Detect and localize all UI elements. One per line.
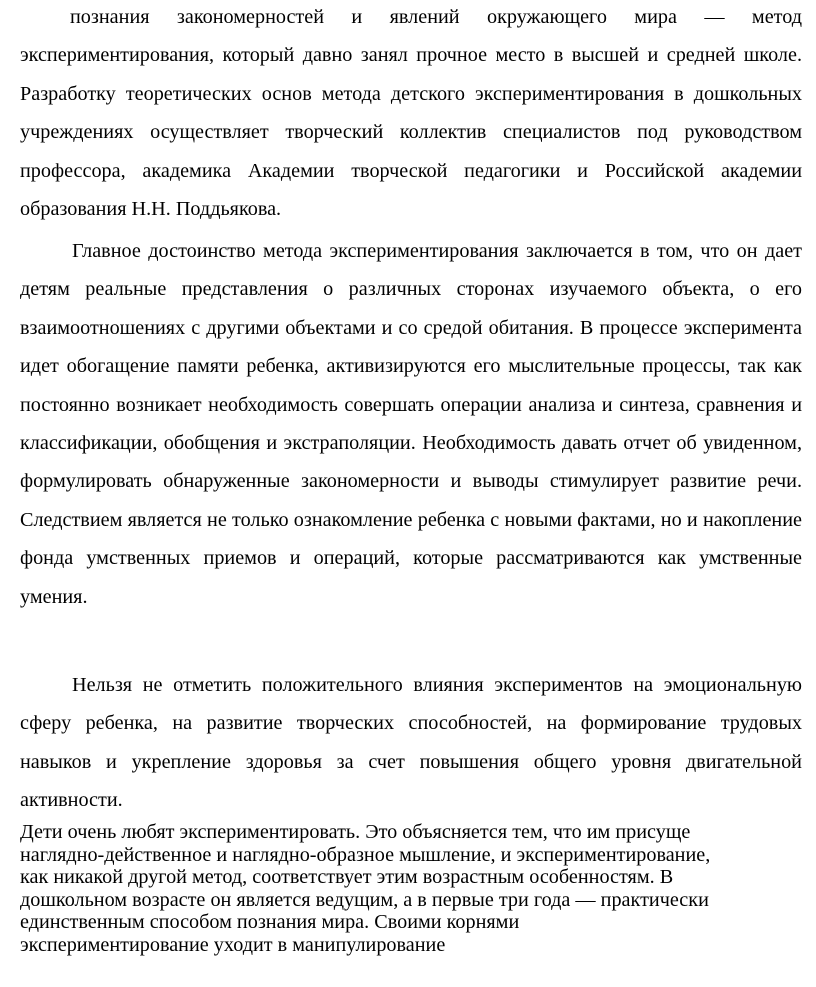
text-line: дошкольном возрасте он является ведущим, а в первые три года — практически xyxy=(20,888,709,911)
paragraph-experimentation-method: познания закономерностей и явлений окружающего мира — метод экспериментирования, который давно занял прочное место в высшей и средней школе. Разработку теоретических основ метода детского экспериментирования в дошкольных учреждениях осуществляет творческий коллектив специалистов под руководством профессора, академика Академии творческой педагогики и Российской академии образования Н.Н. Поддьякова. xyxy=(20,6,802,221)
text-line: экспериментирование уходит в манипулирование xyxy=(20,933,446,956)
paragraph-children-love-experiments xyxy=(20,821,810,957)
text-line: Дети очень любят экспериментировать. Это объясняется тем, что им присуще xyxy=(20,821,691,843)
text-line: как никакой другой метод, соответствует этим возрастным особенностям. В xyxy=(20,866,674,889)
text-line: единственным способом познания мира. Своими корнями xyxy=(20,911,520,934)
text-line: наглядно-действенное и наглядно-образное мышление, и экспериментирование, xyxy=(20,843,711,866)
paragraph-method-advantages: Главное достоинство метода экспериментирования заключается в том, что он дает детям реальные представления о различных сторонах изучаемого объекта, о его взаимоотношениях с другими объектами и со средой обитания. В процессе эксперимента идет обогащение памяти ребенка, активизируются его мыслительные процессы, так как постоянно возникает необходимость совершать операции анализа и синтеза, сравнения и классификации, обобщения и экстраполяции. Необходимость давать отчет об увиденном, формулировать обнаруженные закономерности и выводы стимулирует развитие речи. Следствием является не только ознакомление ребенка с новыми фактами, но и накопление фонда умственных приемов и операций, которые рассматриваются как умственные умения. xyxy=(20,240,802,608)
paragraph-emotional-influence: Нельзя не отметить положительного влияния экспериментов на эмоциональную сферу ребенка, на развитие творческих способностей, на формирование трудовых навыков и укрепление здоровья за счет повышения общего уровня двигательной активности. xyxy=(20,674,802,812)
